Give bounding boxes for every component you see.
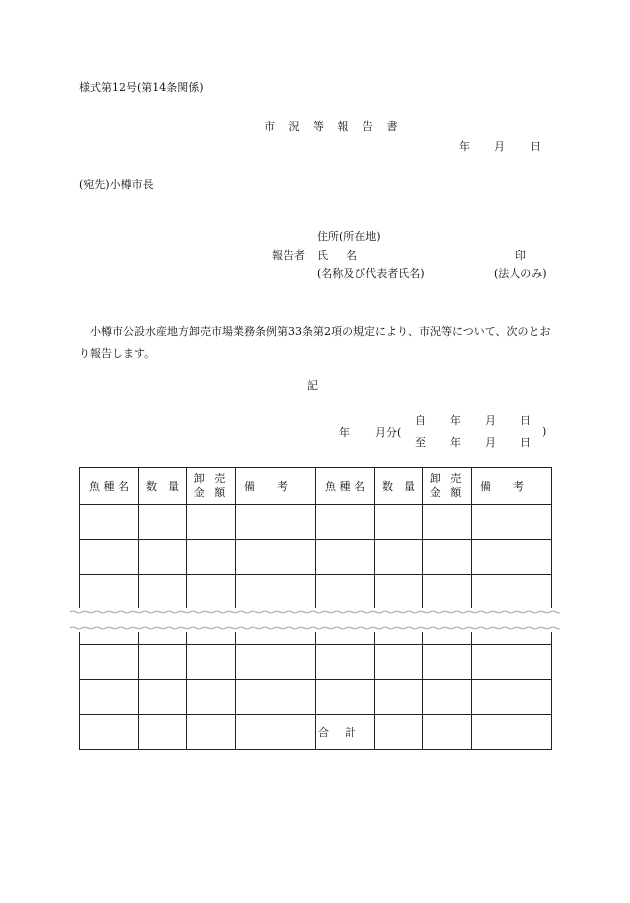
table-header-row: [80, 468, 552, 505]
total-label: 合計: [316, 715, 375, 750]
header-fish-name: 魚 種 名: [80, 468, 139, 505]
period-from-month: 月: [485, 414, 496, 427]
corporate-note: (法人のみ): [494, 267, 547, 280]
period-year: 年: [339, 426, 350, 439]
table-omission-break: [70, 608, 560, 632]
period-close: ): [542, 425, 547, 438]
period-to-day: 日: [520, 436, 531, 449]
name-note: (名称及び代表者氏名): [317, 267, 425, 280]
period-to-year: 年: [450, 436, 461, 449]
date-day: 日: [530, 140, 541, 153]
table-row: [80, 680, 552, 715]
period-from-day: 日: [520, 414, 531, 427]
name-label: 氏名: [317, 249, 375, 262]
addressee: (宛先)小樽市長: [79, 178, 154, 191]
table-row: [80, 540, 552, 575]
period-from: 自: [415, 414, 426, 427]
header-wholesale-2: 卸 売: [429, 472, 465, 485]
seal-mark: 印: [515, 249, 526, 262]
period-to-month: 月: [485, 436, 496, 449]
header-wholesale-amount-2: [423, 468, 472, 505]
header-wholesale: 卸 売: [193, 472, 229, 485]
period-to: 至: [415, 436, 426, 449]
header-amount: 金 額: [193, 486, 229, 499]
table-total-row: [80, 715, 552, 750]
date-year: 年: [459, 140, 470, 153]
total-amount[interactable]: [423, 715, 472, 750]
header-remarks-text-2: 備 考: [480, 480, 524, 493]
period-from-year: 年: [450, 414, 461, 427]
form-number: 様式第12号(第14条関係): [79, 81, 204, 94]
total-quantity[interactable]: [375, 715, 423, 750]
period-month-part: 月分(: [375, 426, 402, 439]
header-quantity: 数 量: [139, 468, 187, 505]
header-amount-2: 金 額: [429, 486, 465, 499]
table-row: [80, 645, 552, 680]
table-row: [80, 575, 552, 610]
body-text: 小樽市公設水産地方卸売市場業務条例第33条第2項の規定により、市況等について、次のとおり報告します。: [79, 325, 551, 360]
document-title: 市 況 等 報 告 書: [264, 120, 403, 133]
address-label: 住所(所在地): [317, 230, 381, 243]
header-wholesale-amount: [187, 468, 236, 505]
header-fish-name-2: 魚 種 名: [316, 468, 375, 505]
header-quantity-2: 数 量: [375, 468, 423, 505]
header-remarks-2: [472, 468, 552, 505]
ki-heading: 記: [307, 379, 318, 392]
date-month: 月: [494, 140, 505, 153]
reporter-label: 報告者: [272, 249, 305, 262]
header-remarks: [236, 468, 316, 505]
header-remarks-text: 備 考: [244, 480, 288, 493]
table-row: [80, 505, 552, 540]
